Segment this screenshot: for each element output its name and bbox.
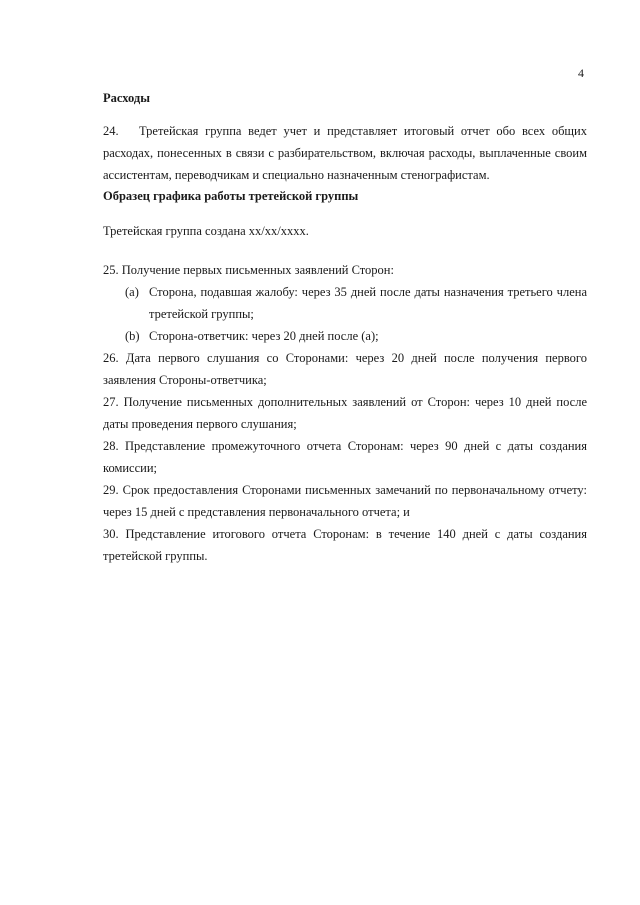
item-26: 26. Дата первого слушания со Сторонами: через 20 дней после получения первого заявления Стороны-ответчика; <box>103 351 587 387</box>
item-28: 28. Представление промежуточного отчета Сторонам: через 90 дней с даты создания комиссии; <box>103 439 587 475</box>
paragraph-24-text: Третейская группа ведет учет и представляет итоговый отчет обо всех общих расходах, понесенных в связи с разбирательством, включая расходы, выплаченные своим ассистентам, переводчикам и специально назначенным стенографистам. <box>103 124 587 182</box>
sub-a-text: Сторона, подавшая жалобу: через 35 дней после даты назначения третьего члена третейской группы; <box>149 285 587 321</box>
item-27: 27. Получение письменных дополнительных заявлений от Сторон: через 10 дней после даты проведения первого слушания; <box>103 395 587 431</box>
schedule-heading: Образец графика работы третейской группы <box>103 189 359 203</box>
sub-a-label: (a) <box>125 285 139 299</box>
item-25-sub-b <box>125 325 587 347</box>
sub-b-label: (b) <box>125 329 140 343</box>
item-30: 30. Представление итогового отчета Сторонам: в течение 140 дней с даты создания третейской группы. <box>103 527 587 563</box>
item-29: 29. Срок предоставления Сторонами письменных замечаний по первоначальному отчету: через 15 дней с представления первоначального отчета; и <box>103 483 587 519</box>
sub-b-text: Сторона-ответчик: через 20 дней после (а); <box>149 329 379 343</box>
paragraph-24-number: 24. <box>103 124 119 138</box>
item-25-sub-a <box>125 281 587 325</box>
schedule-intro: Третейская группа создана xx/xx/xxxx. <box>103 224 309 238</box>
page-content <box>103 88 587 567</box>
expenses-heading: Расходы <box>103 91 151 105</box>
page-number: 4 <box>578 66 584 80</box>
item-25: 25. Получение первых письменных заявлений Сторон: <box>103 262 394 277</box>
paragraph-24 <box>103 120 587 186</box>
